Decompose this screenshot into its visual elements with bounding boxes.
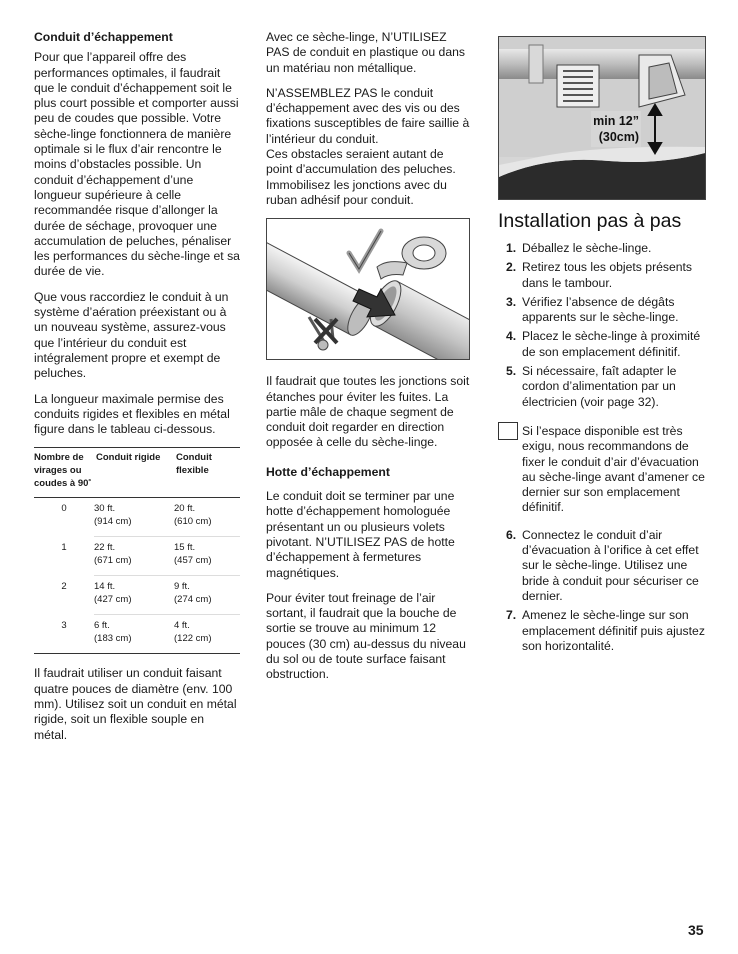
table-cell-flexible: 20 ft. (610 cm) [174,498,240,537]
table-cell-elbows: 1 [61,541,67,553]
list-item: 4. Placez le sèche-linge à proximité de son emplacement définitif. [506,329,701,359]
list-item: 6. Connectez le conduit d’air d’évacuation à l’orifice à cet effet sur le sèche-linge. Utilisez une bride à conduit pour sécuriser ce dernier. [506,527,699,603]
table-cell-rigid: 14 ft. (427 cm) [94,576,174,615]
exhaust-hood-illustration [498,36,706,200]
list-item: 2. Retirez tous les objets présents dans le tambour. [506,260,693,290]
paragraph: Avec ce sèche-linge, N’UTILISEZ PAS de conduit en plastique ou dans un matériau non métallique. [266,30,465,75]
column-2 [266,30,470,693]
duct-joint-illustration [266,218,470,360]
paragraph: Ces obstacles seraient autant de point d’accumulation des peluches. Immobilisez les jonctions avec du ruban adhésif pour conduit. [266,147,456,207]
paragraph: La longueur maximale permise des conduits rigides et flexibles en métal figure dans le tableau ci-dessous. [34,391,230,437]
table-header: Conduit rigide [94,448,174,498]
install-steps [498,241,708,410]
vent-grille-icon [557,65,599,107]
list-item: 7. Amenez le sèche-linge sur son emplacement définitif puis ajustez son horizontalité. [506,608,705,653]
table-row [34,615,240,654]
table-row [34,537,240,576]
dimension-label: min 12” [593,114,639,128]
table-cell-elbows: 2 [61,580,67,592]
note-icon [498,422,518,440]
table-header: Nombre de virages ou coudes à 90˚ [34,448,94,498]
list-item: 1. Déballez le sèche-linge. [506,241,652,255]
dimension-label: (30cm) [598,130,639,144]
table-cell-flexible: 4 ft. (122 cm) [174,615,240,654]
paragraph: Pour que l’appareil offre des performances optimales, il faudrait que le conduit d’échappement soit le plus court possible et comporter aussi peu de coudes que possible. Votre sèche-linge fonctionnera de manière optimale si le flux d’air rencontre le moins d’obstacles possible. Un conduit d’échappement d’une longueur supérieure à celle recommandée risque d’allonger la durée de séchage, provoquer une accumulation de peluches, pénaliser les performances du sèche-linge et sa durée de vie. [34,50,240,279]
paragraph: N’ASSEMBLEZ PAS le conduit d’échappement avec des vis ou des fixations susceptibles de faire saillie à l’intérieur du conduit. [266,85,470,146]
install-steps-continued [498,528,708,654]
table-cell-elbows: 3 [34,615,94,654]
page-title: Installation pas à pas [498,210,682,232]
paragraph: Il faudrait que toutes les jonctions soit étanches pour éviter les fuites. La partie mâle de chaque segment de conduit doit regarder en direction opposée à celle du sèche-linge. [266,374,470,450]
table-row [34,576,240,615]
note-block: Si l’espace disponible est très exigu, nous recommandons de fixer le conduit d’air d’évacuation au sèche-linge avant d’amener ce dernier sur son emplacement définitif. [498,424,708,516]
list-item: 5. Si nécessaire, faît adapter le cordon d’alimentation par un électricien (voir page 32). [506,364,677,409]
duct-length-table [34,447,240,654]
section-heading-exhaust-hood: Hotte d’échappement [266,464,390,479]
paragraph: Que vous raccordiez le conduit à un système d’aération préexistant ou à un nouveau système, assurez-vous que l’intérieur du conduit est intégralement propre et exempt de peluches. [34,289,229,381]
paragraph: Il faudrait utiliser un conduit faisant quatre pouces de diamètre (env. 100 mm). Utilisez soit un conduit en métal rigide, soit un flexible souple en métal. [34,666,237,742]
section-heading-exhaust-duct: Conduit d’échappement [34,30,173,44]
table-cell-elbows: 0 [61,503,67,515]
list-item: 3. Vérifiez l’absence de dégâts apparents sur le sèche-linge. [506,294,679,325]
page-number: 35 [688,922,704,938]
column-1 [34,30,240,753]
table-cell-rigid: 30 ft. (914 cm) [94,498,174,537]
table-cell-rigid: 6 ft. (183 cm) [94,615,174,654]
column-3 [498,30,708,658]
table-cell-flexible: 9 ft. (274 cm) [174,576,240,615]
paragraph: Pour éviter tout freinage de l’air sortant, il faudrait que la bouche de sortie se trouve au minimum 12 pouces (30 cm) au-dessus du niveau du sol ou de toute surface faisant obstruction. [266,590,466,682]
table-row [34,498,240,537]
table-header: Conduit flexible [174,448,240,498]
paragraph: Le conduit doit se terminer par une hotte d’échappement homologuée présentant un ou plusieurs volets pivotant. N’UTILISEZ PAS de hotte d’échappement à fermetures magnétiques. [266,489,455,580]
table-cell-flexible: 15 ft. (457 cm) [174,537,240,576]
table-cell-rigid: 22 ft. (671 cm) [94,537,174,576]
